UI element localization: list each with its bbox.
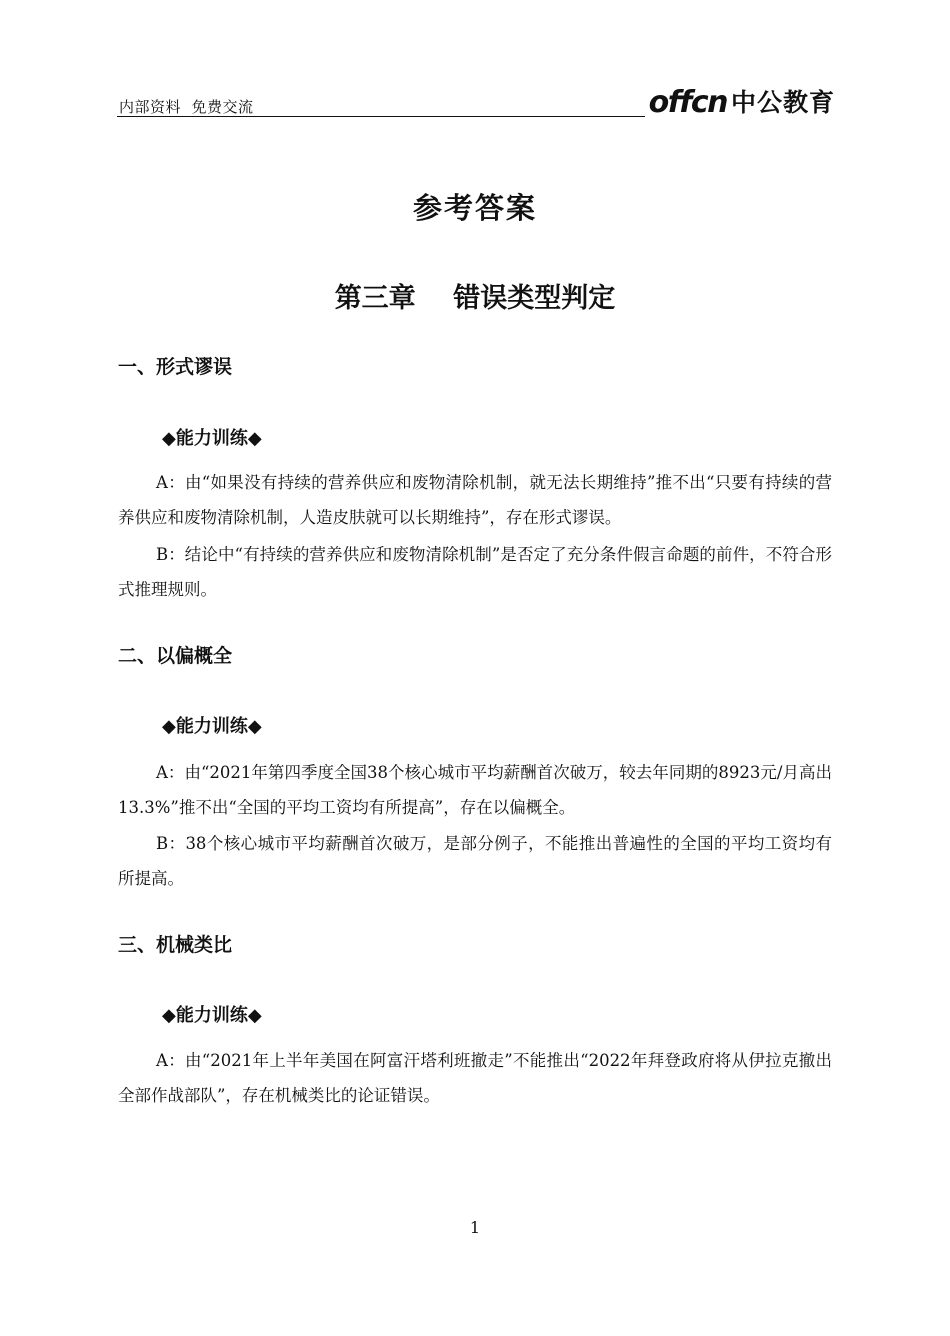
- page-number: 1: [469, 1218, 481, 1237]
- answer-paragraph: A：由“如果没有持续的营养供应和废物清除机制，就无法长期维持”推不出“只要有持续的营养供应和废物清除机制，人造皮肤就可以长期维持”，存在形式谬误。: [118, 473, 832, 527]
- answer-paragraph: B：38个核心城市平均薪酬首次破万，是部分例子，不能推出普遍性的全国的平均工资均有所提高。: [118, 834, 832, 888]
- section-title-hasty-generalization: 二、以偏概全: [118, 645, 233, 667]
- training-heading: ◆能力训练◆: [162, 1005, 262, 1026]
- page-header: [117, 78, 835, 118]
- training-heading: ◆能力训练◆: [162, 716, 262, 737]
- logo-chinese-text: 中公教育: [730, 88, 835, 117]
- answer-paragraph: B：结论中“有持续的营养供应和废物清除机制”是否定了充分条件假言命题的前件，不符合形式推理规则。: [118, 545, 832, 599]
- header-rule: [117, 116, 645, 117]
- logo-latin-text: offcn: [648, 85, 727, 120]
- section-title-mechanical-analogy: 三、机械类比: [118, 934, 233, 956]
- section-title-formal-fallacy: 一、形式谬误: [118, 356, 233, 378]
- page-title: 参考答案: [412, 191, 537, 225]
- offcn-logo: [649, 80, 835, 118]
- answer-paragraph: A：由“2021年第四季度全国38个核心城市平均薪酬首次破万，较去年同期的8923元/月高出13.3%”推不出“全国的平均工资均有所提高”，存在以偏概全。: [118, 763, 832, 817]
- chapter-title: 第三章 错误类型判定: [334, 283, 616, 314]
- header-label: 内部资料 免费交流: [119, 98, 254, 116]
- answer-paragraph: A：由“2021年上半年美国在阿富汗塔利班撤走”不能推出“2022年拜登政府将从伊拉克撤出全部作战部队”，存在机械类比的论证错误。: [118, 1051, 832, 1105]
- training-heading: ◆能力训练◆: [162, 428, 262, 449]
